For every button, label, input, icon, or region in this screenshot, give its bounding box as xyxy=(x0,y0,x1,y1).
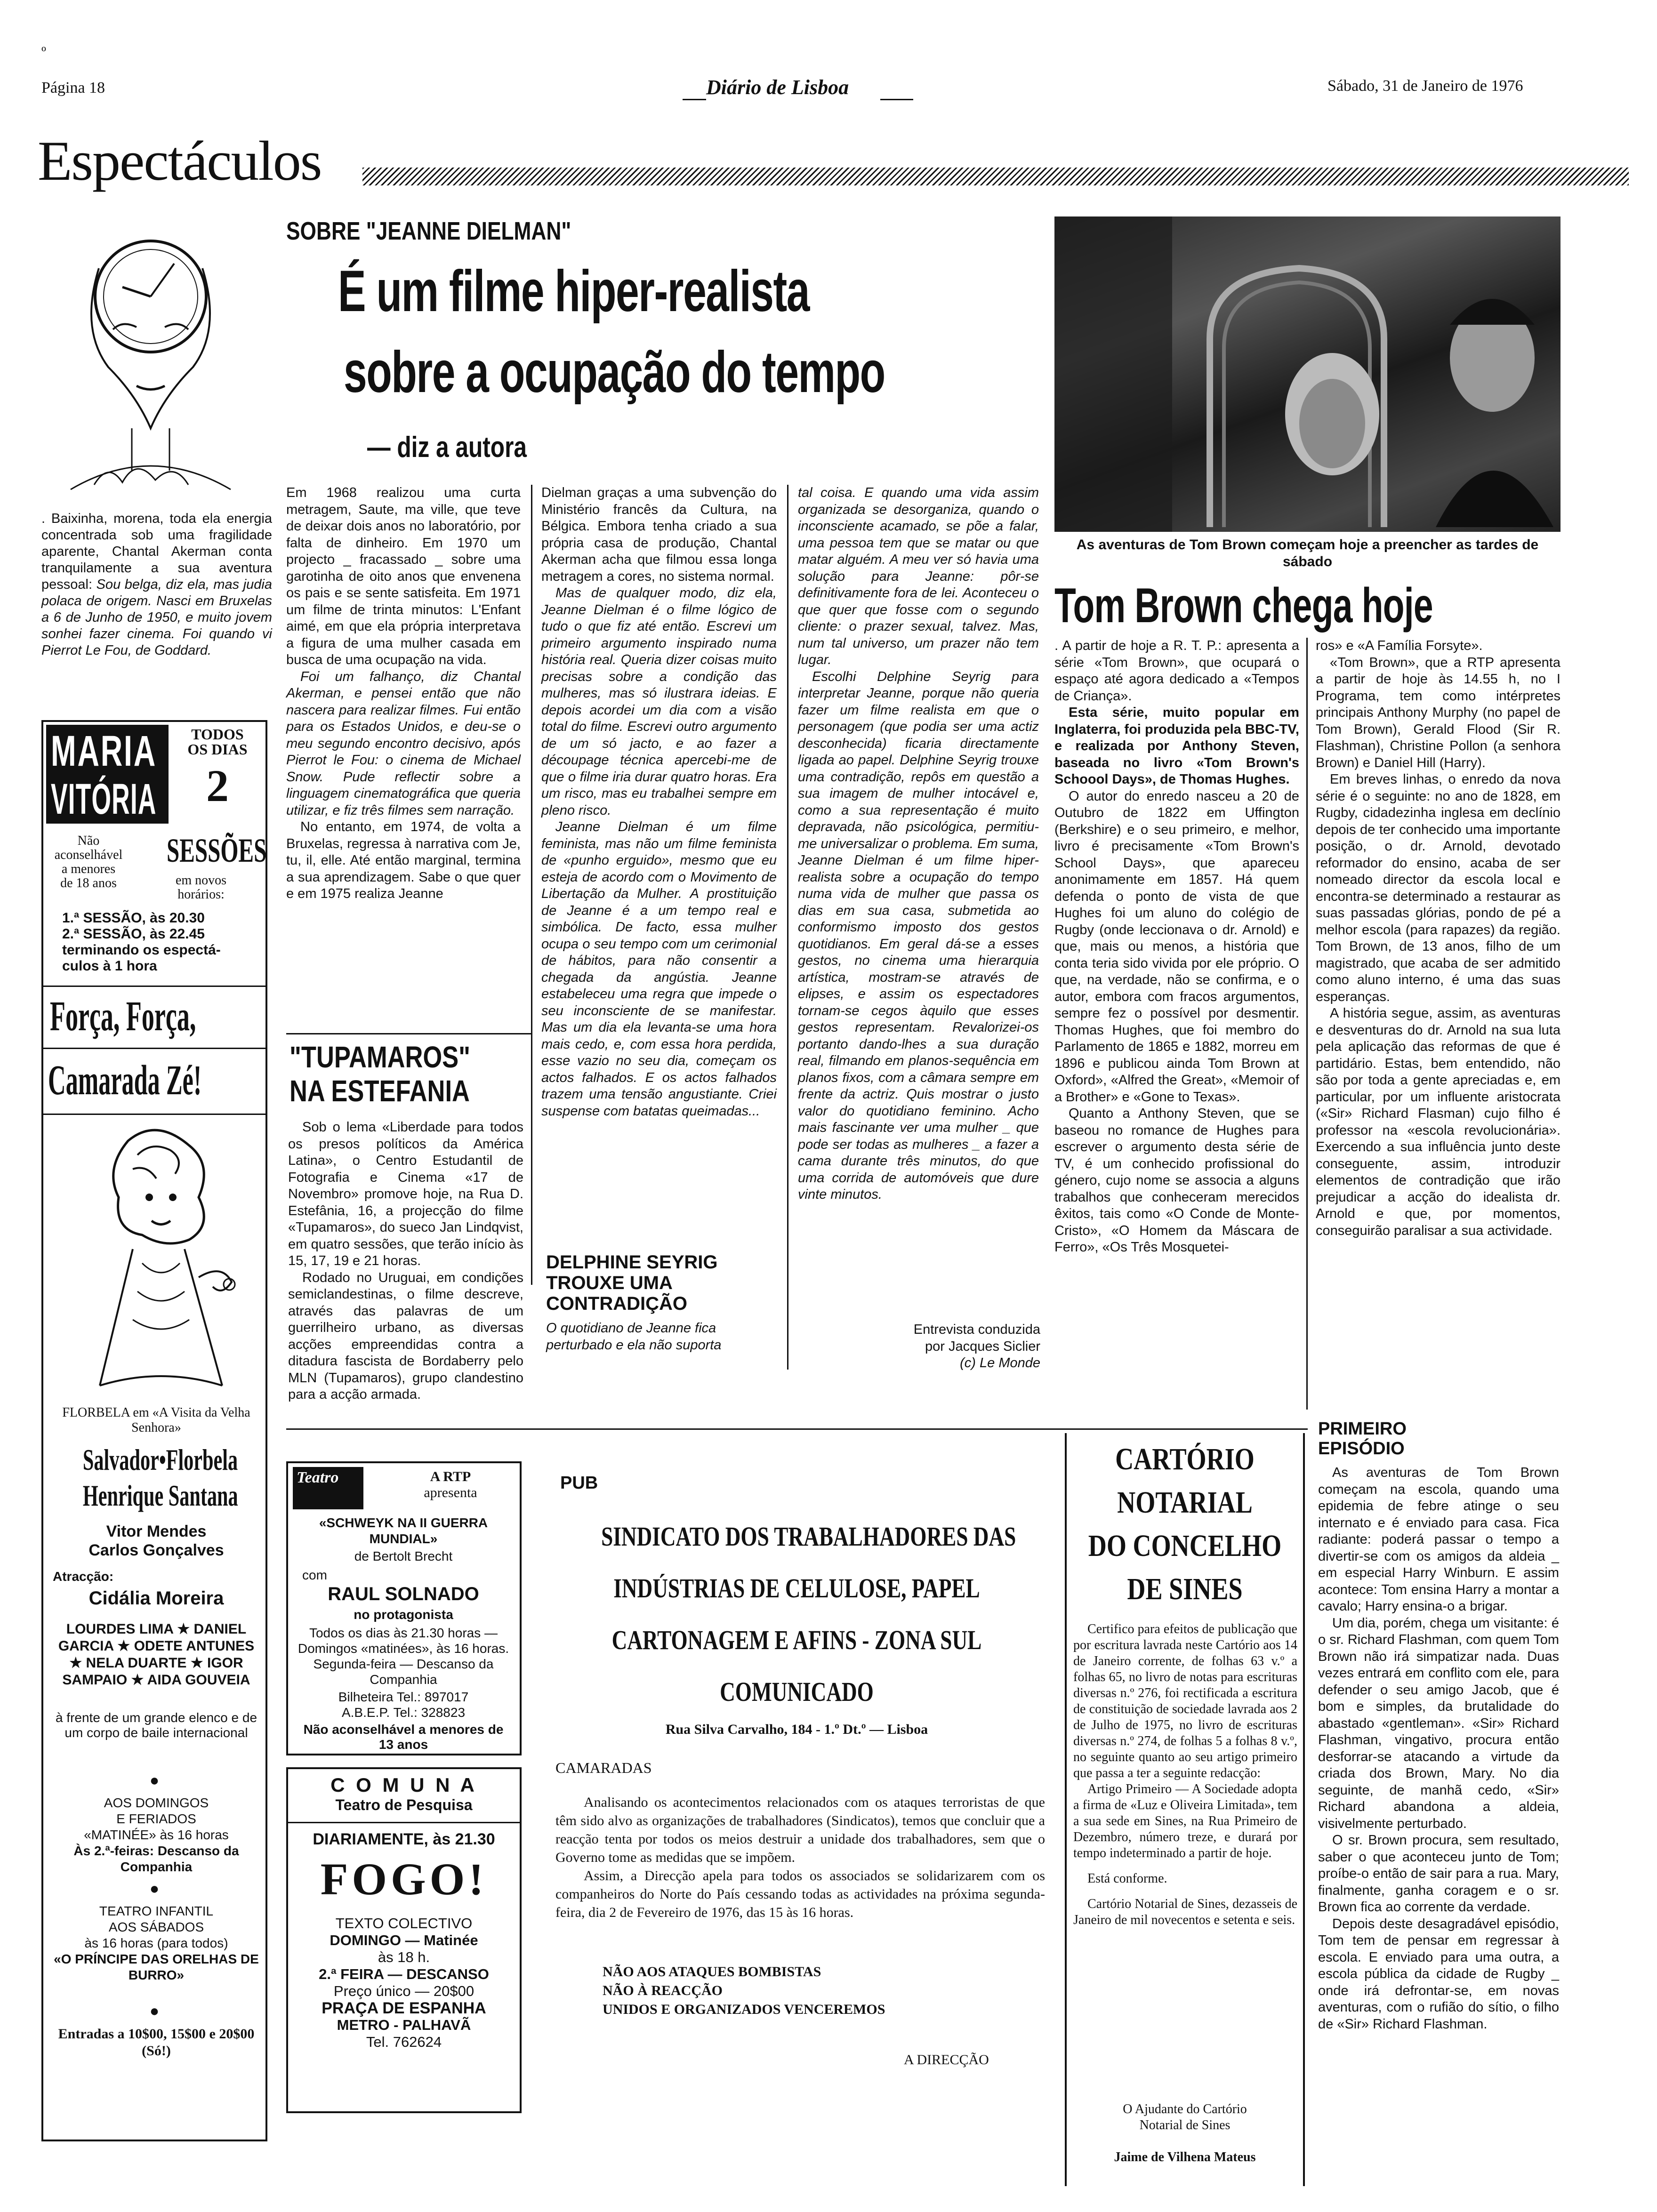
comuna-daily: DIARIAMENTE, às 21.30 xyxy=(313,1830,495,1848)
fogo-title: FOGO! xyxy=(320,1854,488,1904)
clock-woman-illustration xyxy=(42,207,268,499)
cartorio-ad xyxy=(1065,1433,1305,2186)
comuna-details: TEXTO COLECTIVO DOMINGO — Matinée às 18 h. 2.ª FEIRA — DESCANSO Preço único — 20$00 PRAÇA DE ESPANHA METRO - PALHAVÃ Tel. 762624 xyxy=(319,1915,489,2050)
col-divider-3 xyxy=(1306,638,1308,1410)
teatro-ad xyxy=(286,1461,522,1755)
main-subhead: — diz a autora xyxy=(367,431,527,464)
main-headline-line-1: É um filme hiper-realista xyxy=(338,259,809,324)
cartorio-body: Certifico para efeitos de publicação que por escritura lavrada neste Cartório aos 14 de Janeiro corrente, de folhas 63 v.º a folhas 65, no livro de notas para escrituras diversas n.º 276, foi rectificada a escritura de constituição de sociedade lavrada aos 2 de Julho de 1975, no livro de escrituras diversas n.º 274, de folhas 5 a folhas 8 v.º, no seguinte quanto ao seu artigo primeiro que passa a ter a seguinte redacção: Artigo Primeiro — A Sociedade adopta a firma de «Luz e Oliveira Limitada», tem a sua sede em Sines, na Rua Primeiro de Dezembro, número treze, e durará por tempo indeterminado a partir de hoje. Está conforme. Cartório Notarial de Sines, dezasseis de Janeiro de mil novecentos e setenta e seis. xyxy=(1073,1622,1297,1927)
maria-vitoria-ad xyxy=(41,720,267,2141)
tom-brown-col-1: . A partir de hoje a R. T. P.: apresenta a série «Tom Brown», que ocupará o espaço até agora dedicado a «Tempos de Criança». Esta série, muito popular em Inglaterra, foi produzida pela BBC-TV, e realizada por Anthony Steven, baseada no livro «Tom Brown's Schoool Days», de Thomas Hughes. O autor do enredo nasceu a 20 de Outubro de 1822 em Uffington (Berkshire) e o seu primeiro, e melhor, livro é precisamente «Tom Brown's School Days», que apareceu anonimamente em 1857. Há quem defenda o ponto de vista de que Hughes foi um aluno do colégio de Rugby (onde leccionava o dr. Arnold) e que, mais ou menos, a história que conta teria sido vivida por ele próprio. O que, na verdade, não se confirma, e o autor, embora com fracos argumentos, sempre fez o possível por desmentir. Thomas Hughes, que foi membro do Parlamento de 1865 e 1882, morreu em 1896 e publicou ainda Tom Brown at Oxford», «Alfred the Great», «Memoir of a Brother» e «Gone to Texas». Quanto a Anthony Steven, que se baseou no romance de Hughes para escrever o argumento desta série de TV, é um conhecido profissional do género, cujo nome se associa a alguns trabalhos que conheceram merecidos êxitos, tais como «O Conde de Monte-Cristo», «O Homem da Máscara de Ferro», «Os Três Mosquetei- xyxy=(1054,638,1299,1255)
pub-label: PUB xyxy=(560,1473,598,1493)
box-office-phones: Bilheteira Tel.: 897017 A.B.E.P. Tel.: 328823 xyxy=(338,1690,469,1720)
elenco-line: à frente de um grande elenco e de um corpo de baile internacional xyxy=(55,1710,257,1740)
main-article-col-2-end: O quotidiano de Jeanne fica perturbado e ela não suporta xyxy=(546,1321,722,1353)
tupamaros-headline: "TUPAMAROS" NA ESTEFANIA xyxy=(290,1040,471,1108)
new-schedule: em novos horários: xyxy=(175,873,227,902)
delphine-subhead: DELPHINE SEYRIG TROUXE UMA CONTRADIÇÃO xyxy=(546,1252,718,1314)
stars-line: Salvador•Florbela Henrique Santana xyxy=(82,1443,238,1512)
with-label: com xyxy=(302,1568,327,1582)
bullet-3: ● xyxy=(149,2002,160,2020)
play-title-1: Força, Força, xyxy=(50,993,196,1040)
tupamaros-top-rule xyxy=(286,1033,531,1034)
col-divider-2 xyxy=(787,485,788,1370)
tom-brown-headline: Tom Brown chega hoje xyxy=(1054,578,1433,633)
header-rule-left xyxy=(683,99,706,100)
comuna-ad xyxy=(286,1767,522,2113)
cartorio-title: CARTÓRIO NOTARIAL DO CONCELHO DE SINES xyxy=(1088,1442,1282,1606)
tom-brown-col-3: As aventuras de Tom Brown começam na escola, quando uma epidemia de febre atinge o seu internato e é enviado para casa. Fica radiante: poderá passar o tempo a divertir-se com os amigos da aldeia _ em especial Harry Winburn. E assim acontece: Tom ensina Harry a montar a cavalo; Harry ensina-o a brigar. Um dia, porém, chega um visitante: é o sr. Richard Flashman, com quem Tom Brown não irá simpatizar nada. Duas vezes entrará em conflito com ele, para defender o seu amigo Jacob, que é bom e simples, da brutalidade do abastado «gentleman». «Sir» Richard Flashman, vingativo, procura então desforrar-se atacando a virtude da criada dos Brown, Mary. No dia seguinte, de manhã cedo, «Sir» Richard abandona a aldeia, visivelmente perturbado. O sr. Brown procura, sem resultado, saber o que aconteceu junto de Tom; proíbe-o então de sair para a rua. Mary, finalmente, ganha coragem e o sr. Brown fica ao corrente da verdade. Depois deste desagradável episódio, Tom tem de pensar em regressar à escola. E enviado para uma outra, a escola pública da cidade de Rugby _ onde irá defrontar-se, em novas aventuras, com o rufião do sítio, o filho de «Sir» Richard Flashman. xyxy=(1318,1465,1559,2032)
florbela-line: FLORBELA em «A Visita da Velha Senhora» xyxy=(62,1405,250,1435)
sindicato-body: Analisando os acontecimentos relacionados com os ataques terroristas de que têm sido alvo as organizações de trabalhadores (Sindicatos), temos que concluir que a reacção tenta por todos os meios destruir a unidade dos trabalhadores, sem que o Governo tome as medidas que se impõem. Assim, a Direcção apela para todos os associados se solidarizarem com os companheiros do Norte do País cessando todas as actividades na próxima segunda-feira, dia 2 de Fevereiro de 1976, das 15 às 16 horas. xyxy=(555,1795,1045,1920)
tom-brown-col-2: ros» e «A Família Forsyte». «Tom Brown», que a RTP apresenta a partir de hoje às 14.55 h, no I Programa, tem como intérpretes principais Anthony Murphy (no papel de Tom Brown), Gerald Flood (Sir R. Flashman), Christine Pollon (a senhora Brown) e Daniel Hill (Harry). Em breves linhas, o enredo da nova série é o seguinte: no ano de 1828, em Rugby, cidadezinha inglesa em declínio depois de ter conhecido uma importante posição, o dr. Arnold, devotado reformador do ensino, acaba de ser nomeado director da escola local e encontra-se determinado a restaurar as suas passadas glórias, pondo de pé a melhor escola (para rapazes) da região. Tom Brown, de 13 anos, filho de um magistrado, que acaba de ser admitido como aluno interno, é uma das suas esperanças. A história segue, assim, as aventuras e desventuras do dr. Arnold na sua luta pela aplicação das reformas de que é partidário. Estas, bem entendido, não são por toda a gente apreciadas e, em particular, por um influente aristocrata («Sir» Richard Flasman) cujo filho é professor na «escola revolucionária». Exercendo a sua influência junto deste conseguente, assim, introduzir elementos de contradição que irão prejudicar a acção do idealista dr. Arnold e que, por momentos, conseguirão paralisar a sua actividade. xyxy=(1316,638,1560,1238)
comuna-rule-1 xyxy=(288,1822,520,1823)
bullet-2: ● xyxy=(149,1880,160,1898)
cast-list: Vitor Mendes Carlos Gonçalves xyxy=(88,1523,224,1559)
primeiro-episodio-subhead: PRIMEIRO EPISÓDIO xyxy=(1318,1419,1407,1459)
main-article-col-3: tal coisa. E quando uma vida assim organizada se desorganiza, quando o inconsciente acamado, se põe a falar, uma pessoa tem que se matar ou que matar alguém. A meu ver só havia uma solução para Jeanne: pôr-se definitivamente fora de lei. Aconteceu o que quer que fosse com o segundo cliente: o prazer sexual, talvez. Mas, num tal universo, um prazer não tem lugar. Escolhi Delphine Seyrig para interpretar Jeanne, porque não queria fazer um filme realista em que o personagem (que podia ser uma actiz desconhecida) ficaria directamente ligada ao papel. Delphine Seyrig trouxe uma contradição, repôs em questão a sua imagem de mulher intocável e, como a sua representação é muito depravada, não psicológica, permitiu-me universalizar o problema. Em suma, Jeanne Dielman é um filme hiper-realista sobre a ocupação do tempo numa vida de mulher que passa os dias em sua casa, submetida ao conformismo imposto dos gestos quotidianos. Em geral dá-se a esses gestos, no cinema uma hierarquia artística, mostram-se através de elipses, e assim os espectadores tornam-se cegos àquilo que esses gestos representam. Revalorizei-os portanto dando-lhes a sua duração real, filmando em planos-sequência em planos fixos, com a câmara sempre em frente da actriz. Quis mostrar o justo valor do quotidiano feminino. Acho mais fascinante ver uma mulher _ que pode ser todas as mulheres _ a fazer a cama durante três minutos, do que uma corrida de automóveis que dure vinte minutos. xyxy=(798,485,1039,1202)
main-article-col-1: Em 1968 realizou uma curta metragem, Saute, ma ville, que teve de deixar dois anos no laboratório, por falta de dinheiro. Em 1970 um projecto _ fracassado _ sobre uma garotinha de oito anos que envenena os pais e se sente satisfeita. Em 1971 um filme de trinta minutos: L'Enfant aimé, em que ela própria interpretava a figura de uma mulher casada em busca de uma ocupação na vida. Foi um falhanço, diz Chantal Akerman, e pensei então que não nascera para realizar filmes. Fui então para os Estados Unidos, e deu-se o meu segundo encontro decisivo, após Pierrot le Fou: o cinema de Michael Snow. Pude reflectir sobre a linguagem cinematográfica que queria utilizar, e fiz três filmes sem narração. No entanto, em 1974, de volta a Bruxelas, regressa à narrativa com Je, tu, il, elle. Até então marginal, termina a sua aprendizagem. Sabe o que quer e em 1975 realiza Jeanne xyxy=(286,485,521,901)
comuna-title: C O M U N A Teatro de Pesquisa xyxy=(330,1774,477,1813)
illustration-caption: . Baixinha, morena, toda ela energia concentrada sob uma fragilidade aparente, Chantal Akerman conta tranquilamente a sua aventura pessoal: Sou belga, diz ela, mas judia polaca de origem. Nasci em Bruxelas a 6 de Junho de 1950, e muito jovem sonhei fazer cinema. Foi quando vi Pierrot Le Fou, de Goddard. xyxy=(41,511,272,658)
cidalia-moreira: Cidália Moreira xyxy=(88,1588,224,1609)
corner-mark: º xyxy=(41,43,46,60)
mv-rule-3 xyxy=(43,1114,265,1115)
show-hours: Todos os dias às 21.30 horas — Domingos «matinées», às 16 horas. Segunda-feira — Descanso da Companhia xyxy=(298,1626,509,1687)
sindicato-title: SINDICATO DOS TRABALHADORES DAS INDÚSTRIAS DE CELULOSE, PAPEL CARTONAGEM E AFINS - ZONA SUL COMUNICADO xyxy=(601,1521,1016,1707)
ticket-prices: Entradas a 10$00, 15$00 e 20$00 (Só!) xyxy=(58,2026,255,2059)
masthead: Diário de Lisboa xyxy=(706,76,849,99)
sessions-count: 2 xyxy=(206,761,229,811)
schweyk-title: «SCHWEYK NA II GUERRA MUNDIAL» xyxy=(319,1515,488,1546)
article-credit: Entrevista conduzida por Jacques Siclier (c) Le Monde xyxy=(913,1322,1040,1370)
domingos-block: AOS DOMINGOS E FERIADOS «MATINÉE» às 16 horas Às 2.ª-feiras: Descanso da Companhia xyxy=(73,1795,239,1874)
session-times: 1.ª SESSÃO, às 20.30 2.ª SESSÃO, às 22.45 terminando os espectá- culos à 1 hora xyxy=(62,910,221,974)
sindicato-greeting: CAMARADAS xyxy=(555,1759,652,1776)
sindicato-slogans: NÃO AOS ATAQUES BOMBISTAS NÃO À REACÇÃO UNIDOS E ORGANIZADOS VENCEREMOS xyxy=(603,1964,885,2017)
play-title-2: Camarada Zé! xyxy=(48,1057,202,1104)
bullet-1: ● xyxy=(149,1771,160,1789)
atraccao-label: Atracção: xyxy=(53,1569,114,1584)
main-headline-line-2: sobre a ocupação do tempo xyxy=(344,340,885,405)
age-warning: Não aconselhável a menores de 18 anos xyxy=(54,834,123,890)
tom-brown-photo-caption: As aventuras de Tom Brown começam hoje a preencher as tardes de sábado xyxy=(1076,537,1539,569)
issue-date: Sábado, 31 de Janeiro de 1976 xyxy=(1327,77,1523,95)
teatro-infantil-block: TEATRO INFANTIL AOS SÁBADOS às 16 horas (para todos) «O PRÍNCIPE DAS ORELHAS DE BURRO» xyxy=(54,1904,259,1982)
sindicato-ad xyxy=(546,1435,1047,2170)
sindicato-signature: A DIRECÇÃO xyxy=(904,2052,989,2068)
age-notice: Não aconselhável a menores de 13 anos xyxy=(303,1722,504,1752)
section-hatch-bar xyxy=(362,168,1629,185)
header-rule-right xyxy=(880,99,913,100)
section-title: Espectáculos xyxy=(38,129,322,192)
maria-vitoria-logo: MARIA VITÓRIA xyxy=(46,725,169,824)
mv-rule-2 xyxy=(43,1048,265,1049)
mv-rule-1 xyxy=(43,986,265,987)
sessoes-label: SESSÕES xyxy=(167,832,267,869)
main-bottom-rule xyxy=(286,1428,1308,1430)
rtp-presents: A RTP apresenta xyxy=(424,1469,477,1500)
col-divider-1 xyxy=(531,485,532,1285)
main-kicker: SOBRE "JEANNE DIELMAN" xyxy=(286,217,571,245)
actor-role: no protagonista xyxy=(354,1607,453,1622)
tupamaros-body: Sob o lema «Liberdade para todos os presos políticos da América Latina», o Centro Estudantil de Fotografia e Cinema «17 de Novembro» promove hoje, na Rua D. Estefânia, 16, a projecção do filme «Tupamaros», do sueco Jan Lindqvist, em quatro sessões, que terão início às 15, 17, 19 e 21 horas. Rodado no Uruguai, em condições semiclandestinas, o filme descreve, através das palavras de um guerrilheiro urbano, as diversas acções empreendidas contra a ditadura fascista de Bordaberry pelo MLN (Tupamaros), grupo clandestino para a acção armada. xyxy=(288,1120,523,1402)
sindicato-address: Rua Silva Carvalho, 184 - 1.º Dt.º — Lisboa xyxy=(665,1722,928,1737)
cartorio-signature: O Ajudante do Cartório Notarial de Sines Jaime de Vilhena Mateus xyxy=(1114,2102,1256,2164)
schweyk-author: de Bertolt Brecht xyxy=(354,1549,453,1563)
florbela-portrait xyxy=(72,1122,241,1400)
todos-os-dias: TODOS OS DIAS xyxy=(187,726,248,758)
page-number: Página 18 xyxy=(41,79,105,96)
actor-name: RAUL SOLNADO xyxy=(328,1584,479,1604)
teatro-logo: Teatro xyxy=(293,1467,363,1509)
main-article-col-2: Dielman graças a uma subvenção do Ministério francês da Cultura, na Bélgica. Embora tenha criado a sua própria casa de produção, Chantal Akerman acha que filmou essa longa metragem a cores, no sistema normal. Mas de qualquer modo, diz ela, Jeanne Dielman é o filme lógico de tudo o que fiz até então. Escrevi um primeiro argumento inspirado numa história real. Queria dizer coisas muito precisas sobre a condição das mulheres, mas só ilustrara ideias. E depois acordei um dia com a visão total do filme. Escrevi outro argumento de um só jacto, e ao fazer a découpage técnica apercebi-me de que o filme iria durar quatro horas. Era um risco, mas eu trabalhei sempre em pleno risco. Jeanne Dielman é um filme feminista, mas não um filme feminista de «punho erguido», mesmo que eu esteja de acordo com o Movimento de Libertação da Mulher. A prostituição de Jeanne é a um tempo real e simbólica. De facto, essa mulher ocupa o seu tempo com um cerimonial de hábitos, para não consentir a chegada da angústia. Jeanne estabeleceu uma regra que impede o seu inconsciente de se manifestar. Mas um dia ela levanta-se uma hora mais cedo, e, com essa hora perdida, esse vazio no seu dia, começam os actos falhados. E os actos falhados trazem uma tensão angustiante. Criei suspense com batatas queimadas... xyxy=(541,485,777,1119)
tom-brown-photo xyxy=(1054,216,1560,532)
cast-names: LOURDES LIMA ★ DANIEL GARCIA ★ ODETE ANTUNES ★ NELA DUARTE ★ IGOR SAMPAIO ★ AIDA GOUVEIA xyxy=(58,1621,255,1688)
